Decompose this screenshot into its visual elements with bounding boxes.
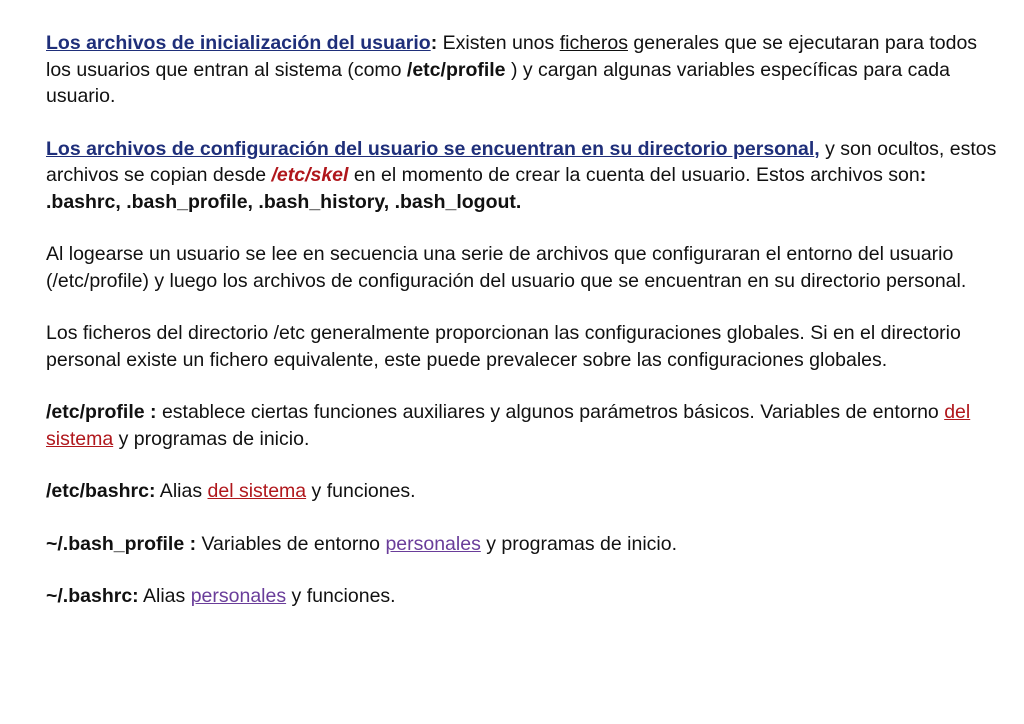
code-etc-profile: /etc/profile (406, 58, 506, 81)
label-bash-profile: ~/.bash_profile : (46, 532, 197, 555)
colon: : (430, 32, 438, 54)
link-del-sistema[interactable]: del sistema (46, 401, 971, 450)
text-segment: establece ciertas funciones auxiliares y algunos parámetros básicos. Variables de entorno (156, 401, 945, 423)
link-ficheros[interactable]: ficheros (559, 32, 628, 54)
text-segment: y programas de inicio. (480, 532, 678, 555)
link-del-sistema[interactable]: del sistema (207, 480, 307, 502)
link-personales[interactable]: personales (190, 585, 287, 607)
text-segment: y son ocultos, estos archivos se copian desde (46, 137, 997, 186)
paragraph-configuration-files (46, 136, 1006, 216)
text-segment: Alias (155, 480, 208, 502)
paragraph-etc-directory: Los ficheros del directorio /etc generalmente proporcionan las configuraciones globales. Si en el directorio personal existe un fichero equivalente, este puede prevalecer sobre las configuraciones globales. (46, 322, 961, 371)
label-bashrc: ~/.bashrc: (46, 585, 139, 607)
link-personales[interactable]: personales (385, 532, 481, 555)
paragraph-bashrc (46, 583, 1006, 610)
text-segment: en el momento de crear la cuenta del usuario. Estos archivos son (348, 164, 920, 186)
comma: , (814, 137, 820, 160)
text-segment: y funciones. (306, 480, 416, 502)
paragraph-login-sequence: Al logearse un usuario se lee en secuencia una serie de archivos que configuraran el entorno del usuario (/etc/profile) y luego los archivos de configuración del usuario que se encuentran en su directorio personal. (46, 243, 967, 292)
heading-link-configuration[interactable]: Los archivos de configuración del usuario se encuentran en su directorio personal (46, 137, 815, 160)
text-segment: Existen unos (437, 32, 560, 54)
text-segment: generales que se ejecutaran para todos los usuarios que entran al sistema (como (46, 32, 978, 81)
code-etc-skel: /etc/skel (271, 164, 349, 186)
label-etc-profile: /etc/profile : (46, 401, 157, 423)
text-segment: ) y cargan algunas variables específicas para cada usuario. (46, 58, 950, 107)
heading-link-initialization[interactable]: Los archivos de inicialización del usuario (46, 32, 431, 54)
label-etc-bashrc: /etc/bashrc: (46, 480, 156, 502)
text-segment: y funciones. (286, 585, 396, 607)
paragraph-initialization-files (46, 30, 1006, 110)
text-segment: Alias (138, 585, 191, 607)
paragraph-etc-bashrc (46, 478, 1006, 505)
paragraph-bash-profile (46, 531, 1006, 558)
text-segment: y programas de inicio. (113, 427, 310, 450)
dotfiles-list: : .bashrc, .bash_profile, .bash_history, .bash_logout. (46, 164, 927, 213)
paragraph-etc-profile (46, 399, 1006, 452)
text-segment: Variables de entorno (196, 532, 386, 555)
slide-content (46, 30, 1006, 636)
